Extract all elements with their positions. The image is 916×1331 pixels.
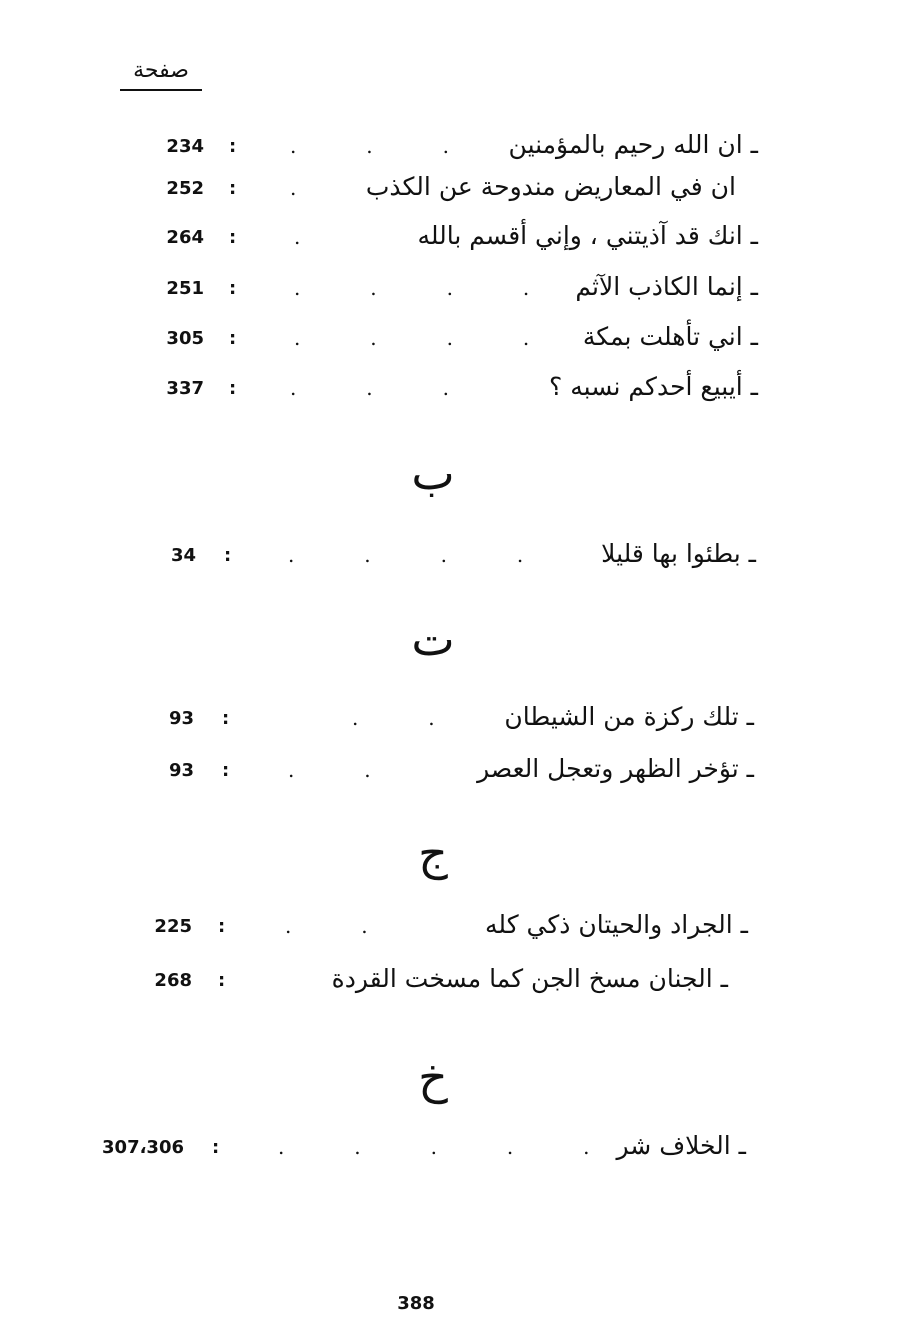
entry-page: 93: [168, 708, 194, 729]
index-entry: [0, 320, 916, 360]
entry-text: ـ بطئوا بها قليلا: [601, 539, 756, 568]
entry-separator: :: [229, 328, 237, 349]
leader-dots: . .: [352, 706, 435, 730]
entry-page: 337: [166, 378, 204, 399]
entry-text: ـ اني تأهلت بمكة: [582, 322, 758, 351]
entry-separator: :: [224, 545, 232, 566]
entry-text: ـ أيبيع أحدكم نسبه ؟: [549, 372, 758, 401]
entry-page: 307،306: [102, 1137, 184, 1158]
entry-separator: :: [229, 378, 237, 399]
entry-separator: :: [229, 278, 237, 299]
entry-separator: :: [229, 136, 237, 157]
entry-page: 93: [168, 760, 194, 781]
entry-separator: :: [229, 227, 237, 248]
leader-dots: . . .: [290, 376, 449, 400]
entry-text: ـ ان الله رحيم بالمؤمنين: [508, 130, 758, 159]
entry-page: 225: [154, 916, 192, 937]
entry-page: 268: [154, 970, 192, 991]
index-entry: [0, 752, 916, 792]
leader-dots: . . . .: [288, 543, 524, 567]
entry-text: ـ انك قد آذيتني ، وإني أقسم بالله: [417, 221, 758, 250]
section-letter: خ: [418, 1050, 448, 1104]
entry-page: 305: [166, 328, 204, 349]
entry-separator: :: [222, 760, 230, 781]
entry-separator: :: [212, 1137, 220, 1158]
entry-page: 234: [166, 136, 204, 157]
leader-dots: . . . .: [294, 276, 530, 300]
leader-dots: .: [294, 225, 301, 249]
entry-page: 252: [166, 178, 204, 199]
index-entry: [0, 219, 916, 259]
index-entry: [0, 270, 916, 310]
entry-text: ـ الخلاف شر: [616, 1131, 746, 1160]
column-header: صفحة: [120, 58, 202, 91]
leader-dots: . . . . .: [278, 1135, 590, 1159]
index-entry: [0, 370, 916, 410]
entry-page: 264: [166, 227, 204, 248]
page-number: 388: [397, 1293, 435, 1314]
entry-separator: :: [222, 708, 230, 729]
entry-separator: :: [218, 970, 226, 991]
section-letter: ت: [411, 612, 455, 666]
index-entry: [0, 1129, 916, 1169]
index-entry: [0, 700, 916, 740]
leader-dots: . . .: [290, 134, 449, 158]
leader-dots: .: [290, 176, 297, 200]
leader-dots: . .: [285, 914, 368, 938]
leader-dots: . .: [288, 758, 371, 782]
index-entry: [0, 170, 916, 210]
entry-separator: :: [218, 916, 226, 937]
entry-page: 34: [170, 545, 196, 566]
section-letter: ج: [418, 826, 448, 880]
index-entry: [0, 537, 916, 577]
entry-text: ـ تلك ركزة من الشيطان: [504, 702, 754, 731]
entry-separator: :: [229, 178, 237, 199]
index-entry: [0, 128, 916, 168]
entry-text: ـ إنما الكاذب الآثم: [575, 272, 758, 301]
leader-dots: . . . .: [294, 326, 530, 350]
section-letter: ب: [411, 446, 455, 500]
entry-text: ـ تؤخر الظهر وتعجل العصر: [477, 754, 754, 783]
index-entry: [0, 908, 916, 948]
entry-text: ان في المعاريض مندوحة عن الكذب: [365, 172, 736, 201]
index-entry: [0, 962, 916, 1002]
entry-page: 251: [166, 278, 204, 299]
entry-text: ـ الجنان مسخ الجن كما مسخت القردة: [331, 964, 728, 993]
entry-text: ـ الجراد والحيتان ذكي كله: [485, 910, 748, 939]
